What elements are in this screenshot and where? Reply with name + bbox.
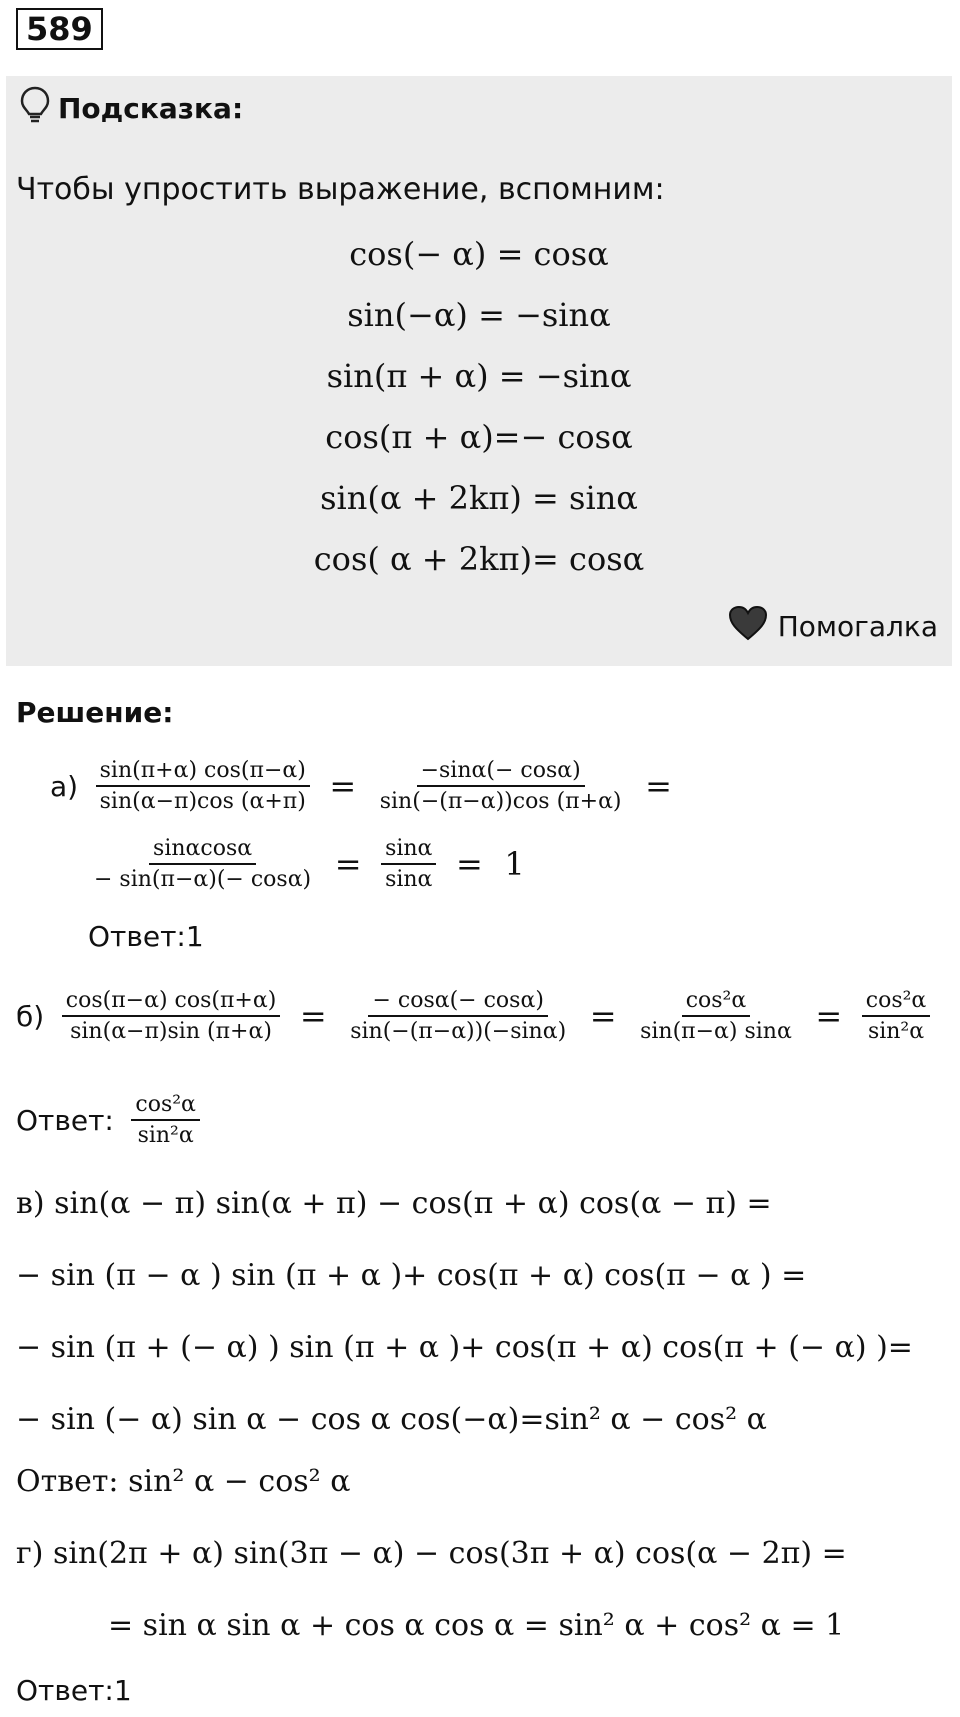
fraction: $\frac{\text{cos²α}}{\text{sin²α}}$ xyxy=(131,1092,200,1148)
fraction: $\frac{\sin\alpha}{\sin\alpha}$ xyxy=(381,836,436,892)
formula-1: cos(− α) = cosα xyxy=(349,235,609,273)
fraction: $\frac{- \cos\alpha(- \cos\alpha)}{\sin(-(\pi-\alpha))(-\sin\alpha)}$ xyxy=(350,988,567,1044)
heart-icon xyxy=(728,605,768,648)
formula-3: sin(π + α) = −sinα xyxy=(326,357,632,395)
fraction: $\frac{\sin(\pi+\alpha) \cos(\pi-\alpha)}{\sin(\alpha-\pi)\cos (\alpha+\pi)}$ xyxy=(96,758,310,814)
hint-intro: Чтобы упростить выражение, вспомним: xyxy=(16,172,665,207)
fraction: $\frac{\text{cos²α}}{\text{sin²α}}$ xyxy=(862,988,931,1044)
problem-number: 589 xyxy=(16,8,103,50)
formula-5: sin(α + 2kπ) = sinα xyxy=(320,479,638,517)
part-a-result: 1 xyxy=(504,845,525,883)
part-v-line-3: − sin (π + (− α) ) sin (π + α )+ cos(π + α) cos(π + (− α) )= xyxy=(16,1330,913,1365)
lightbulb-icon xyxy=(20,86,50,131)
brand-name: Помогалка xyxy=(777,610,938,643)
part-v-line-4: − sin (− α) sin α − cos α cos(−α)=sin² α − cos² α xyxy=(16,1402,767,1437)
part-b-answer: Ответ: $\frac{\text{cos²α}}{\text{sin²α}}$ xyxy=(16,1092,204,1148)
part-g-answer: Ответ:1 xyxy=(16,1674,132,1707)
part-a-line-1: а) $\frac{\sin(\pi+\alpha) \cos(\pi-\alpha)}{\sin(\alpha-\pi)\cos (\alpha+\pi)}$ = $\frac{-\sin\alpha(- \cos\alpha)}{\sin(-(\pi-\alpha))\cos (\pi+\alpha)}$ = xyxy=(50,758,672,814)
formula-2: sin(−α) = −sinα xyxy=(347,296,611,334)
formula-4: cos(π + α)=− cosα xyxy=(325,418,633,456)
hint-formulas xyxy=(6,224,952,590)
hint-title: Подсказка: xyxy=(58,92,244,125)
formula-6: cos( α + 2kπ)= cosα xyxy=(313,540,645,578)
part-g-line-1: г) sin(2π + α) sin(3π − α) − cos(3π + α) cos(α − 2π) = xyxy=(16,1536,847,1571)
part-b-line: б) $\frac{\cos(\pi-\alpha) \cos(\pi+\alpha)}{\sin(\alpha-\pi)\sin (\pi+\alpha)}$ = $\frac{- \cos\alpha(- \cos\alpha)}{\sin(-(\pi-\alpha))(-\sin\alpha)}$ = $\frac{\text{cos²α}}{\sin(\pi-\alpha) \sin\alpha}$ = $\frac{\text{cos²α}}{\text{sin²α}}$ xyxy=(16,988,934,1044)
fraction: $\frac{\cos(\pi-\alpha) \cos(\pi+\alpha)}{\sin(\alpha-\pi)\sin (\pi+\alpha)}$ xyxy=(62,988,281,1044)
fraction: $\frac{\text{cos²α}}{\sin(\pi-\alpha) \sin\alpha}$ xyxy=(640,988,792,1044)
hint-box xyxy=(6,76,952,666)
part-v-line-2: − sin (π − α ) sin (π + α )+ cos(π + α) cos(π − α ) = xyxy=(16,1258,807,1293)
part-a-label: а) xyxy=(50,769,79,803)
solution-title: Решение: xyxy=(16,696,174,729)
part-v-answer: Ответ: sin² α − cos² α xyxy=(16,1464,351,1499)
part-v-line-1: в) sin(α − π) sin(α + π) − cos(π + α) cos(α − π) = xyxy=(16,1186,772,1221)
fraction: $\frac{-\sin\alpha(- \cos\alpha)}{\sin(-(\pi-\alpha))\cos (\pi+\alpha)}$ xyxy=(379,758,622,814)
fraction: $\frac{\sin\alpha\cos\alpha}{- \sin(\pi-\alpha)(- \cos\alpha)}$ xyxy=(94,836,312,892)
part-a-answer: Ответ:1 xyxy=(88,920,204,953)
part-g-line-2: = sin α sin α + cos α cos α = sin² α + cos² α = 1 xyxy=(108,1608,845,1643)
brand-link[interactable] xyxy=(728,605,938,648)
part-a-line-2: $\frac{\sin\alpha\cos\alpha}{- \sin(\pi-\alpha)(- \cos\alpha)}$ = $\frac{\sin\alpha}{\sin\alpha}$ = 1 xyxy=(86,836,531,892)
hint-header xyxy=(20,86,243,131)
part-b-label: б) xyxy=(16,999,45,1033)
